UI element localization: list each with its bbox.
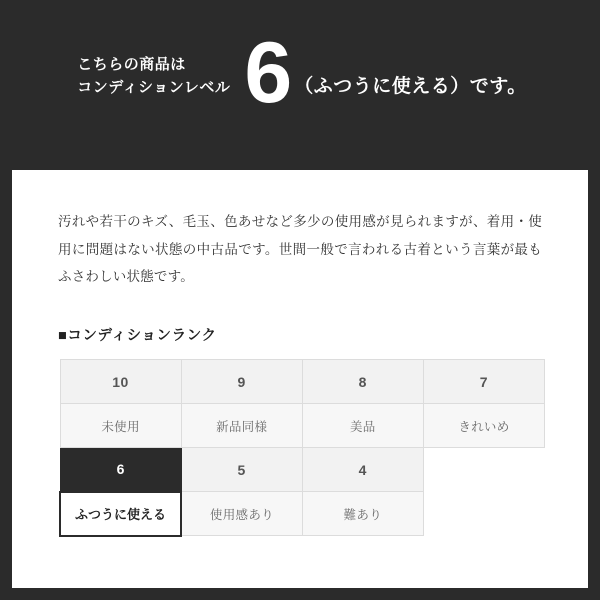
rank-number-cell: 8 xyxy=(302,360,423,404)
body-inner xyxy=(12,170,588,537)
rank-number-cell: 4 xyxy=(302,448,423,492)
rank-empty-cell xyxy=(423,492,544,536)
rank-label-cell: 使用感あり xyxy=(181,492,302,536)
rank-label-cell: 難あり xyxy=(302,492,423,536)
rank-label-cell: 美品 xyxy=(302,404,423,448)
condition-level-number: 6 xyxy=(244,25,291,122)
rank-number-cell: 9 xyxy=(181,360,302,404)
rank-number-cell-active: 6 xyxy=(60,448,181,492)
table-row-labels-1 xyxy=(60,404,545,448)
header-banner xyxy=(0,0,600,152)
rank-number-cell: 5 xyxy=(181,448,302,492)
body-panel xyxy=(12,170,588,588)
rank-number-cell: 10 xyxy=(60,360,181,404)
header-content xyxy=(40,25,560,122)
rank-label-cell: 新品同様 xyxy=(181,404,302,448)
rank-number-cell: 7 xyxy=(423,360,544,404)
header-tail-text: （ふつうに使える）です。 xyxy=(294,75,527,97)
rank-label-cell: きれいめ xyxy=(423,404,544,448)
rank-label-cell: 未使用 xyxy=(60,404,181,448)
table-row-nums-1 xyxy=(60,360,545,404)
table-row-nums-2 xyxy=(60,448,545,492)
condition-description: 汚れや若干のキズ、毛玉、色あせなど多少の使用感が見られますが、着用・使用に問題はない状態の中古品です。世間一般で言われる古着という言葉が最もふさわしい状態です。 xyxy=(58,214,542,285)
section-title-condition-rank: ■コンディションランク xyxy=(58,328,217,345)
rank-empty-cell xyxy=(423,448,544,492)
rank-label-cell-active: ふつうに使える xyxy=(60,492,181,536)
header-lead-text: こちらの商品は コンディションレベル xyxy=(77,55,231,96)
table-row-labels-2 xyxy=(60,492,545,536)
condition-rank-table xyxy=(59,359,545,537)
